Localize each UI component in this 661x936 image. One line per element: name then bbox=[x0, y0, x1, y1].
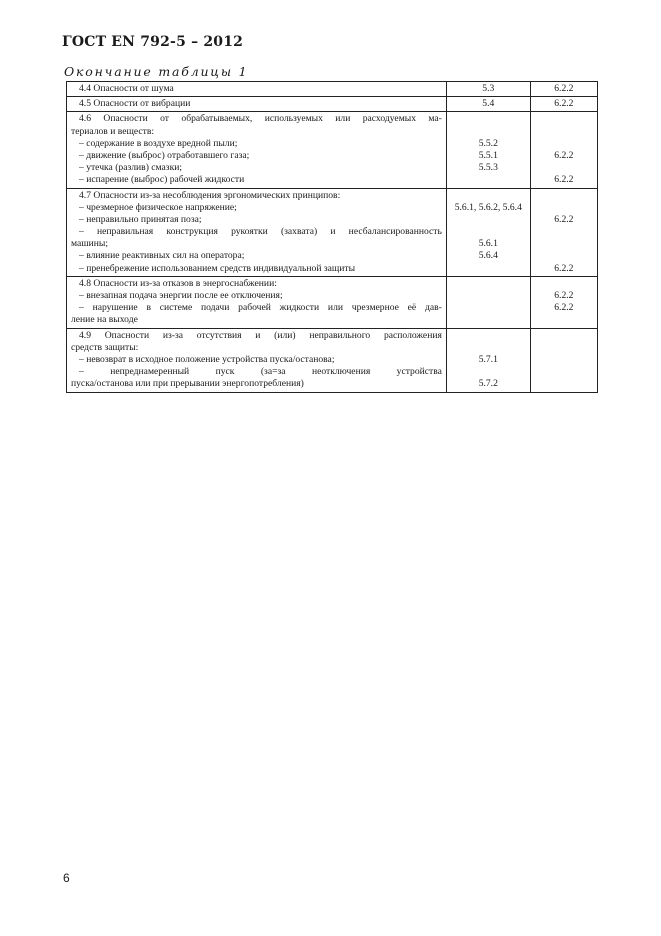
info-ref bbox=[531, 238, 597, 250]
hazard-line: 4.8 Опасности из-за отказов в энергоснабжении: bbox=[79, 277, 277, 289]
hazards-table bbox=[66, 81, 598, 393]
info-ref: 6.2.2 bbox=[554, 83, 574, 94]
clause-ref bbox=[447, 126, 530, 138]
clause-ref bbox=[447, 314, 530, 326]
info-cell bbox=[530, 188, 597, 276]
hazard-line: 4.4 Опасности от шума bbox=[79, 83, 174, 94]
info-ref bbox=[531, 202, 597, 214]
hazard-cell bbox=[67, 82, 447, 97]
hazard-line: – чрезмерное физическое напряжение; bbox=[79, 201, 237, 213]
clause-ref: 5.5.2 bbox=[478, 137, 498, 149]
info-ref bbox=[531, 314, 597, 326]
hazard-cell bbox=[67, 276, 447, 328]
clause-ref: 5.5.3 bbox=[478, 162, 498, 174]
info-ref bbox=[531, 126, 597, 138]
clause-ref bbox=[447, 214, 530, 226]
table-caption: Окончание таблицы 1 bbox=[64, 64, 249, 79]
hazard-line: – невозврат в исходное положение устройства пуска/останова; bbox=[79, 353, 335, 365]
clause-ref: 5.7.1 bbox=[478, 353, 498, 365]
info-ref bbox=[531, 378, 597, 390]
info-cell bbox=[530, 276, 597, 328]
hazard-line: 4.6 Опасности от обрабатываемых, используемых или расходуемых ма- bbox=[79, 113, 442, 125]
table-row bbox=[67, 276, 598, 328]
clause-cell bbox=[446, 97, 530, 112]
hazard-cell bbox=[67, 112, 447, 188]
clause-ref: 5.3 bbox=[482, 83, 495, 94]
hazard-line: – нарушение в системе подачи рабочей жидкости или чрезмерное её дав- bbox=[79, 302, 442, 314]
document-header: ГОСТ EN 792-5 – 2012 bbox=[62, 34, 244, 50]
info-cell bbox=[530, 97, 597, 112]
clause-ref bbox=[447, 263, 530, 275]
clause-ref: 5.6.4 bbox=[478, 250, 498, 262]
hazard-line: 4.5 Опасности от вибрации bbox=[79, 98, 191, 110]
hazard-cell bbox=[67, 188, 447, 276]
info-ref bbox=[531, 190, 597, 202]
table-row bbox=[67, 82, 598, 97]
info-ref bbox=[531, 354, 597, 366]
table-row bbox=[67, 188, 598, 276]
hazard-line: ление на выходе bbox=[71, 314, 138, 326]
hazard-line: 4.7 Опасности из-за несоблюдения эргономических принципов: bbox=[79, 189, 341, 201]
clause-ref bbox=[447, 366, 530, 378]
clause-ref bbox=[447, 113, 530, 125]
clause-cell bbox=[446, 82, 530, 97]
clause-ref bbox=[447, 278, 530, 290]
info-cell bbox=[530, 82, 597, 97]
table-row bbox=[67, 112, 598, 188]
hazard-line: – содержание в воздухе вредной пыли; bbox=[79, 137, 238, 149]
clause-cell bbox=[446, 112, 530, 188]
clause-ref bbox=[447, 302, 530, 314]
hazard-line: – внезапная подача энергии после ее отключения; bbox=[79, 290, 283, 301]
info-ref bbox=[531, 330, 597, 342]
hazard-line: – утечка (разлив) смазки; bbox=[79, 162, 183, 174]
clause-ref bbox=[447, 190, 530, 202]
clause-cell bbox=[446, 188, 530, 276]
hazard-cell bbox=[67, 328, 447, 392]
hazard-line: – движение (выброс) отработавшего газа; bbox=[79, 149, 250, 161]
info-ref: 6.2.2 bbox=[554, 98, 574, 110]
clause-ref: 5.7.2 bbox=[478, 378, 498, 390]
info-ref bbox=[531, 226, 597, 238]
table-row bbox=[67, 97, 598, 112]
clause-cell bbox=[446, 328, 530, 392]
info-cell bbox=[530, 112, 597, 188]
page-number: 6 bbox=[63, 871, 70, 885]
clause-ref bbox=[447, 290, 530, 302]
info-ref: 6.2.2 bbox=[554, 262, 574, 274]
info-ref bbox=[531, 366, 597, 378]
info-ref: 6.2.2 bbox=[554, 174, 574, 186]
info-ref bbox=[531, 342, 597, 354]
hazard-line: машины; bbox=[71, 238, 109, 250]
info-ref: 6.2.2 bbox=[554, 213, 574, 225]
clause-ref bbox=[447, 174, 530, 186]
info-ref bbox=[531, 113, 597, 125]
hazard-line: – непреднамеренный пуск (за=за неотключения устройства bbox=[79, 366, 442, 378]
info-ref bbox=[531, 250, 597, 262]
info-ref bbox=[531, 278, 597, 290]
info-cell bbox=[530, 328, 597, 392]
clause-ref: 5.6.1 bbox=[478, 238, 498, 250]
hazard-cell bbox=[67, 97, 447, 112]
info-ref: 6.2.2 bbox=[554, 149, 574, 161]
hazard-line: – влияние реактивных сил на оператора; bbox=[79, 250, 245, 262]
info-ref bbox=[531, 162, 597, 174]
table-row bbox=[67, 328, 598, 392]
info-ref: 6.2.2 bbox=[554, 290, 574, 301]
clause-ref: 5.4 bbox=[482, 98, 495, 110]
clause-ref bbox=[447, 226, 530, 238]
hazard-line: териалов и веществ: bbox=[71, 125, 155, 137]
clause-ref: 5.5.1 bbox=[478, 149, 498, 161]
hazard-line: – пренебрежение использованием средств индивидуальной защиты bbox=[79, 262, 356, 274]
info-ref bbox=[531, 138, 597, 150]
hazard-line: 4.9 Опасности из-за отсутствия и (или) неправильного расположения bbox=[79, 329, 442, 341]
hazard-line: средств защиты: bbox=[71, 341, 139, 353]
clause-ref bbox=[447, 342, 530, 354]
hazard-line: пуска/останова или при прерывании энергопотребления) bbox=[71, 378, 304, 390]
clause-ref bbox=[447, 330, 530, 342]
hazard-line: – неправильно принятая поза; bbox=[79, 213, 202, 225]
clause-ref: 5.6.1, 5.6.2, 5.6.4 bbox=[454, 201, 522, 213]
hazard-line: – испарение (выброс) рабочей жидкости bbox=[79, 174, 245, 186]
clause-cell bbox=[446, 276, 530, 328]
info-ref: 6.2.2 bbox=[554, 302, 574, 314]
hazard-line: – неправильная конструкция рукоятки (захвата) и несбалансированность bbox=[79, 226, 442, 238]
